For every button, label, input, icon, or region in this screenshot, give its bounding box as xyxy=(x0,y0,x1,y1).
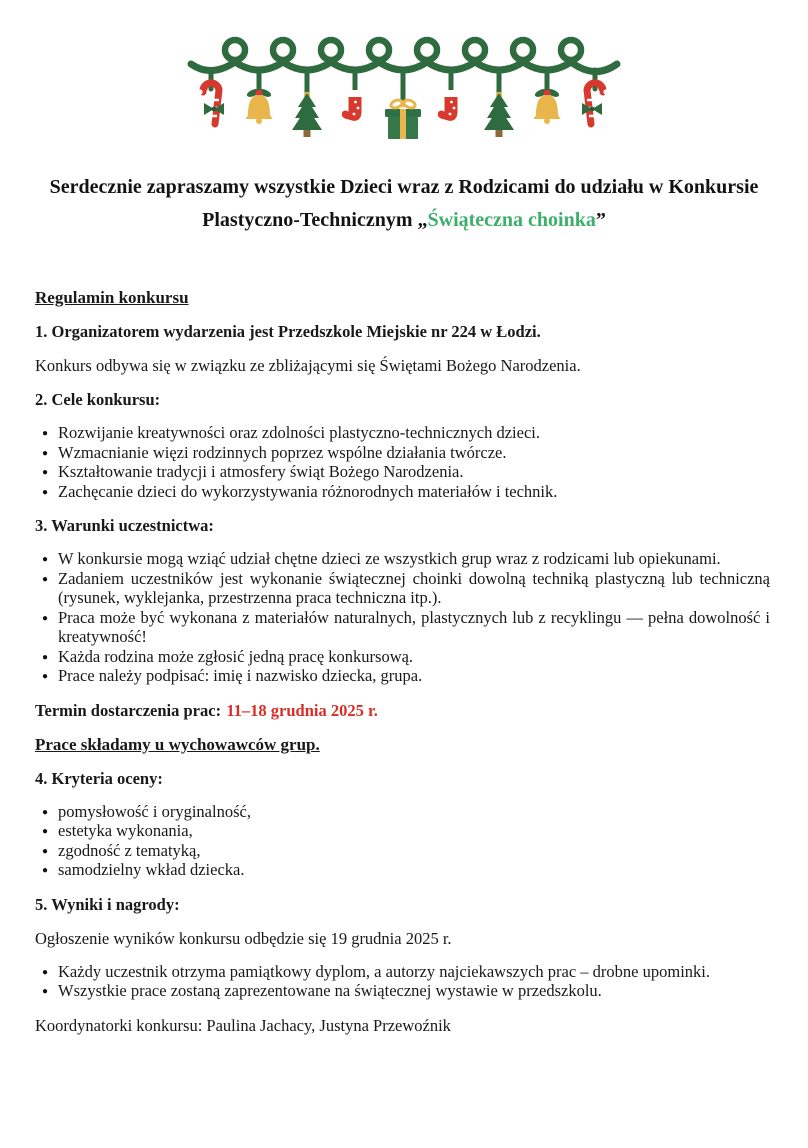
list-item: ● Praca może być wykonana z materiałów naturalnych, plastycznych lub z recyklingu — pełna dowolność i kreatywność! xyxy=(35,608,770,647)
list-item: ● Zachęcanie dzieci do wykorzystywania różnorodnych materiałów i technik. xyxy=(35,482,770,502)
deadline-date: 11–18 grudnia 2025 r. xyxy=(226,700,378,720)
section2-heading: 2. Cele konkursu: xyxy=(35,390,161,409)
list-item: ● Każdy uczestnik otrzyma pamiątkowy dyplom, a autorzy najciekawszych prac – drobne upominki. xyxy=(35,962,770,982)
list-item: ● W konkursie mogą wziąć udział chętne dzieci ze wszystkich grup wraz z rodzicami lub opiekunami. xyxy=(35,549,770,569)
title-line2-prefix: Plastyczno-Technicznym „ xyxy=(202,209,428,231)
list-item: ● Każda rodzina może zgłosić jedną pracę konkursową. xyxy=(35,647,770,667)
title-line2-suffix: ” xyxy=(595,209,606,231)
gift-icon xyxy=(385,99,421,139)
section4-bullet-list xyxy=(35,802,770,880)
section4-heading: 4. Kryteria oceny: xyxy=(35,768,163,788)
garland-header xyxy=(0,0,808,159)
list-item: ● Kształtowanie tradycji i atmosfery świąt Bożego Narodzenia. xyxy=(35,462,770,482)
list-item: ● Wzmacnianie więzi rodzinnych poprzez wspólne działania twórcze. xyxy=(35,443,770,463)
section5-bullet-list xyxy=(35,962,770,1001)
invitation-title-line2 xyxy=(30,204,778,237)
list-item: ● Zadaniem uczestników jest wykonanie świątecznej choinki dowolną techniką plastyczną lub techniczną (rysunek, wyklejanka, przestrzenna praca techniczna itp.). xyxy=(35,569,770,608)
list-item: ● Wszystkie prace zostaną zaprezentowane na świątecznej wystawie w przedszkolu. xyxy=(35,981,770,1001)
list-item: ● zgodność z tematyką, xyxy=(35,841,770,861)
bell-icon xyxy=(246,87,273,124)
title-highlight-green: Świąteczna choinka xyxy=(427,209,596,231)
section3-bullet-list xyxy=(35,549,770,686)
invitation-title xyxy=(30,171,778,237)
list-item: ● samodzielny wkład dziecka. xyxy=(35,860,770,880)
stocking-icon xyxy=(438,90,460,121)
section1-heading: 1. Organizatorem wydarzenia jest Przedszkole Miejskie nr 224 w Łodzi. xyxy=(35,322,541,341)
section2-bullet-list xyxy=(35,423,770,501)
invitation-title-line1: Serdecznie zapraszamy wszystkie Dzieci wraz z Rodzicami do udziału w Konkursie xyxy=(49,176,759,198)
deadline-label: Termin dostarczenia prac: xyxy=(35,700,222,720)
list-item: ● pomysłowość i oryginalność, xyxy=(35,802,770,822)
regulamin-heading: Regulamin konkursu xyxy=(35,288,189,307)
submission-line: Prace składamy u wychowawców grup. xyxy=(35,734,320,754)
section5-heading: 5. Wyniki i nagrody: xyxy=(35,894,180,914)
deadline-line xyxy=(35,700,770,721)
section3-heading: 3. Warunki uczestnictwa: xyxy=(35,516,214,535)
coordinators-line: Koordynatorki konkursu: Paulina Jachacy, Justyna Przewoźnik xyxy=(35,1015,451,1035)
list-item: ● estetyka wykonania, xyxy=(35,821,770,841)
section5-paragraph: Ogłoszenie wyników konkursu odbędzie się 19 grudnia 2025 r. xyxy=(35,928,452,948)
christmas-garland-illustration xyxy=(185,30,623,154)
regulations-content xyxy=(35,287,770,1036)
section1-paragraph: Konkurs odbywa się w związku ze zbliżającymi się Świętami Bożego Narodzenia. xyxy=(35,356,581,375)
list-item: ● Rozwijanie kreatywności oraz zdolności plastyczno-technicznych dzieci. xyxy=(35,423,770,443)
list-item: ● Prace należy podpisać: imię i nazwisko dziecka, grupa. xyxy=(35,666,770,686)
tree-icon xyxy=(292,92,322,137)
stocking-icon xyxy=(342,90,364,121)
tree-icon xyxy=(484,92,514,137)
bell-icon xyxy=(534,87,561,124)
